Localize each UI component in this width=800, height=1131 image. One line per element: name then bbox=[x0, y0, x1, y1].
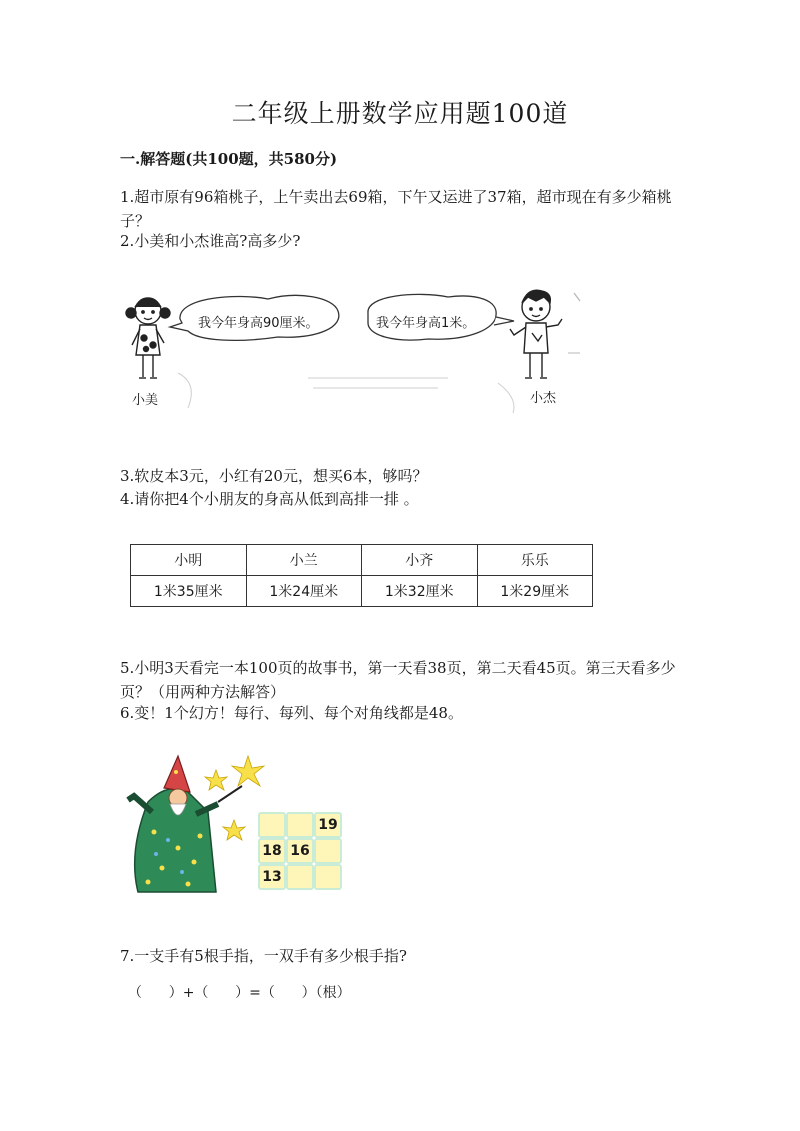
table-cell-height: 1米29厘米 bbox=[477, 576, 593, 607]
table-cell-name: 小明 bbox=[131, 545, 247, 576]
page-title: 二年级上册数学应用题100道 bbox=[231, 99, 569, 128]
table-cell-height: 1米24厘米 bbox=[246, 576, 362, 607]
magic-square-cell: 19 bbox=[314, 812, 342, 838]
question-1: 1.超市原有96箱桃子，上午卖出去69箱，下午又运进了37箱，超市现在有多少箱桃子？ bbox=[120, 188, 672, 230]
question-2: 2.小美和小杰谁高?高多少? bbox=[120, 232, 301, 250]
boy-speech-text: 我今年身高1米。 bbox=[376, 316, 476, 331]
height-table bbox=[130, 544, 593, 607]
magic-square bbox=[258, 812, 342, 892]
magic-square-cell[interactable] bbox=[258, 812, 286, 838]
table-cell-name: 小齐 bbox=[362, 545, 478, 576]
question-3: 3.软皮本3元，小红有20元，想买6本，够吗？ bbox=[120, 467, 428, 485]
girl-figure bbox=[126, 298, 170, 378]
magic-square-cell[interactable] bbox=[314, 838, 342, 864]
girl-name-label: 小美 bbox=[132, 393, 159, 408]
section-heading: 一.解答题(共100题，共580分) bbox=[120, 150, 338, 168]
girl-speech-text: 我今年身高90厘米。 bbox=[198, 316, 319, 331]
table-row-names bbox=[131, 545, 593, 576]
answer-template: （ ）+（ ）=（ ）（根） bbox=[128, 985, 351, 1001]
table-row-heights bbox=[131, 576, 593, 607]
question-5: 5.小明3天看完一本100页的故事书，第一天看38页，第二天看45页。第三天看多少页？（用两种方法解答） bbox=[120, 659, 676, 701]
magic-square-cell[interactable] bbox=[314, 864, 342, 890]
illustration-drawing bbox=[118, 283, 590, 423]
magic-square-cell[interactable] bbox=[286, 864, 314, 890]
boy-figure bbox=[510, 290, 580, 378]
question-6: 6.变！1个幻方！每行、每列、每个对角线都是48。 bbox=[120, 704, 463, 722]
boy-name-label: 小杰 bbox=[530, 391, 557, 406]
question-7: 7.一支手有5根手指，一双手有多少根手指? bbox=[120, 947, 407, 965]
table-cell-name: 乐乐 bbox=[477, 545, 593, 576]
sparkle-icon bbox=[205, 756, 264, 840]
question-4: 4.请你把4个小朋友的身高从低到高排一排 。 bbox=[120, 490, 419, 508]
magic-square-cell: 16 bbox=[286, 838, 314, 864]
magic-square-cell[interactable] bbox=[286, 812, 314, 838]
magic-square-cell: 13 bbox=[258, 864, 286, 890]
table-cell-name: 小兰 bbox=[246, 545, 362, 576]
magic-square-cell: 18 bbox=[258, 838, 286, 864]
table-cell-height: 1米35厘米 bbox=[131, 576, 247, 607]
table-cell-height: 1米32厘米 bbox=[362, 576, 478, 607]
height-comparison-illustration bbox=[118, 283, 590, 423]
